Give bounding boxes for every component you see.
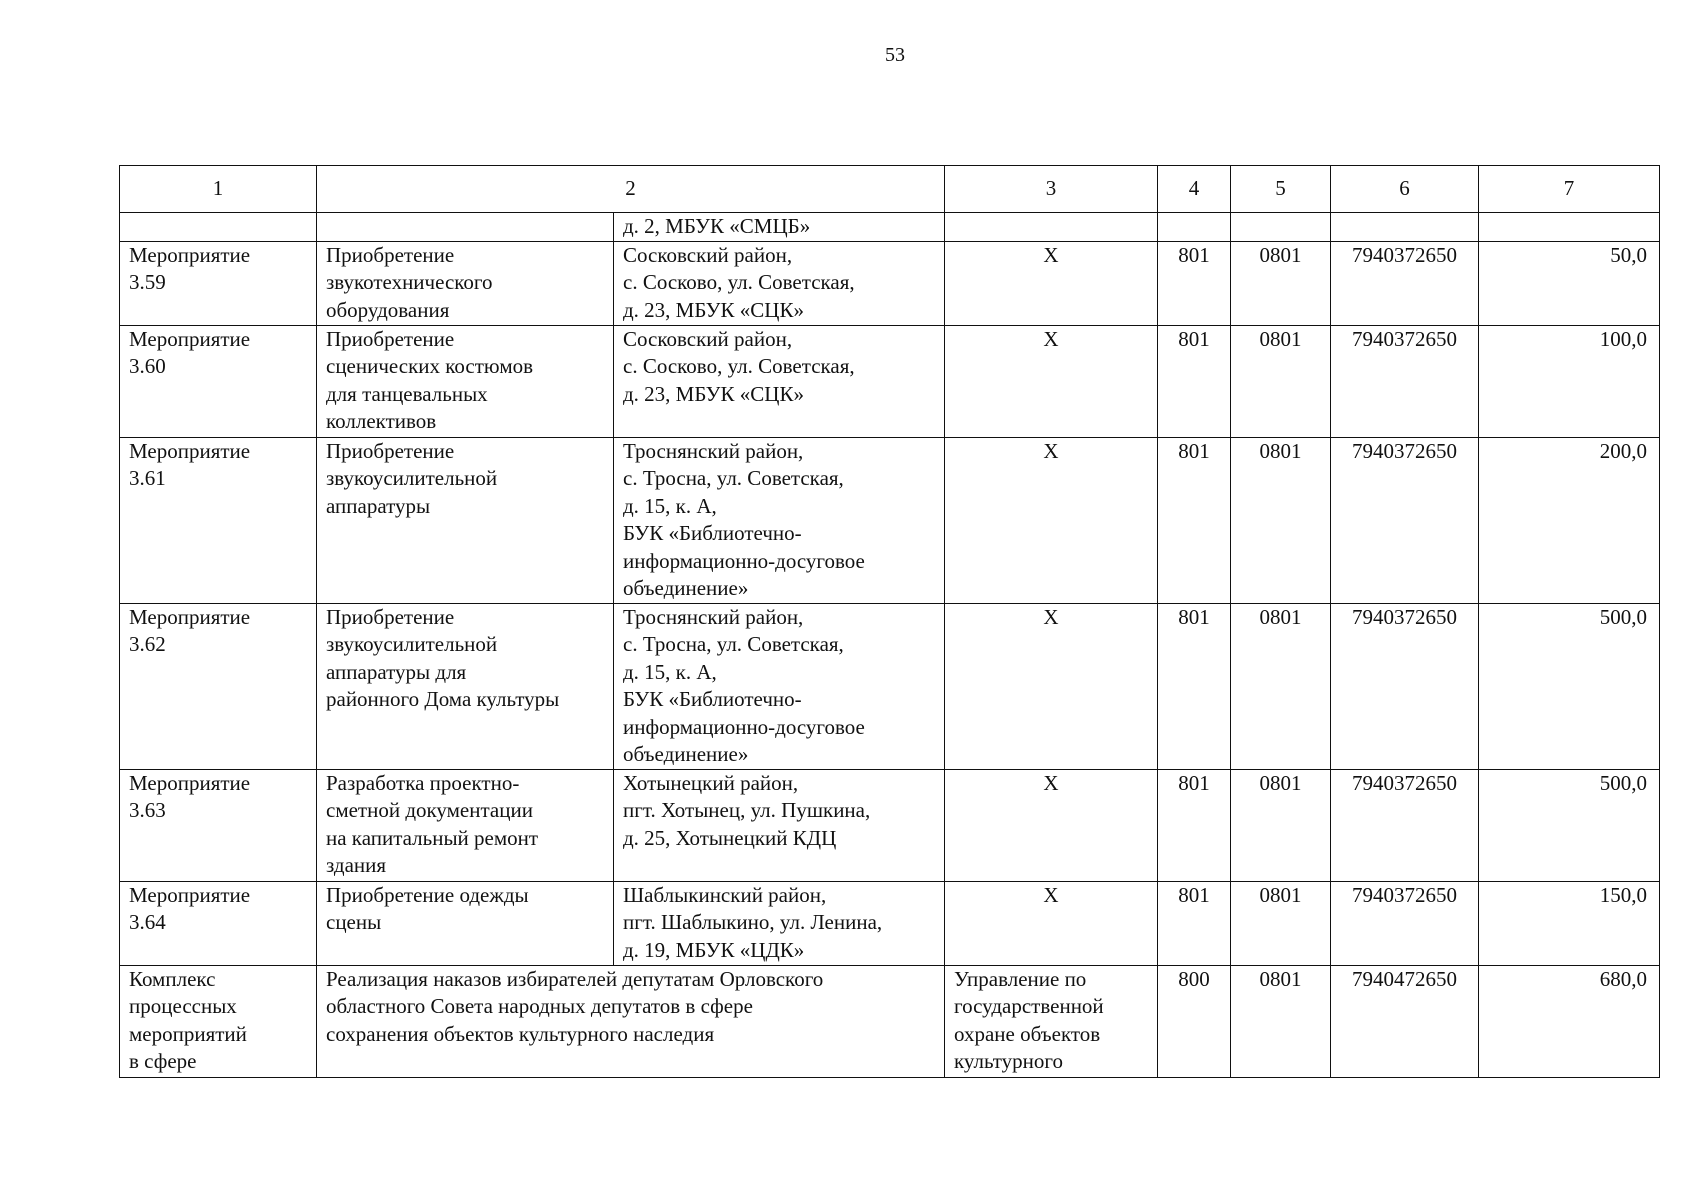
row-name: Мероприятие 3.61 [120,437,317,603]
budget-table [119,165,1660,1078]
row-col4: 801 [1158,881,1231,965]
row-col5: 0801 [1231,325,1331,437]
table-row [120,603,1660,769]
table-row [120,325,1660,437]
continuation-cell-7 [1479,213,1660,242]
complex-description: Реализация наказов избирателей депутатам Орловского областного Совета народных депутатов в сфере сохранения объектов культурного наследия [317,965,945,1077]
row-address: Троснянский район, с. Тросна, ул. Советская, д. 15, к. А, БУК «Библиотечно- информационно-досуговое объединение» [614,437,945,603]
table-row [120,241,1660,325]
row-col7: 150,0 [1479,881,1660,965]
row-col7: 50,0 [1479,241,1660,325]
table-row [120,437,1660,603]
table-row [120,769,1660,881]
row-col5: 0801 [1231,881,1331,965]
header-cell-7: 7 [1479,166,1660,213]
row-col7: 100,0 [1479,325,1660,437]
complex-col6: 7940472650 [1331,965,1479,1077]
row-name: Мероприятие 3.60 [120,325,317,437]
table-row [120,881,1660,965]
continuation-cell-3 [945,213,1158,242]
row-col3: Х [945,881,1158,965]
row-col5: 0801 [1231,769,1331,881]
row-col5: 0801 [1231,437,1331,603]
complex-col3: Управление по государственной охране объектов культурного [945,965,1158,1077]
row-col3: Х [945,769,1158,881]
row-name: Мероприятие 3.59 [120,241,317,325]
row-col4: 801 [1158,437,1231,603]
row-description: Приобретение звукоусилительной аппаратуры для районного Дома культуры [317,603,614,769]
row-col7: 500,0 [1479,769,1660,881]
header-cell-5: 5 [1231,166,1331,213]
complex-name: Комплекс процессных мероприятий в сфере [120,965,317,1077]
row-description: Разработка проектно- сметной документации на капитальный ремонт здания [317,769,614,881]
continuation-cell-2a [317,213,614,242]
row-col6: 7940372650 [1331,603,1479,769]
row-col4: 801 [1158,325,1231,437]
complex-row [120,965,1660,1077]
header-cell-2: 2 [317,166,945,213]
row-col5: 0801 [1231,603,1331,769]
row-col3: Х [945,603,1158,769]
header-cell-4: 4 [1158,166,1231,213]
complex-col5: 0801 [1231,965,1331,1077]
row-col6: 7940372650 [1331,769,1479,881]
row-col3: Х [945,325,1158,437]
row-col3: Х [945,241,1158,325]
row-col3: Х [945,437,1158,603]
row-address: Сосковский район, с. Сосково, ул. Советская, д. 23, МБУК «СЦК» [614,325,945,437]
page-number: 53 [885,44,905,66]
row-description: Приобретение сценических костюмов для танцевальных коллективов [317,325,614,437]
row-description: Приобретение звукотехнического оборудования [317,241,614,325]
continuation-row [120,213,1660,242]
row-col4: 801 [1158,603,1231,769]
row-col5: 0801 [1231,241,1331,325]
row-col7: 500,0 [1479,603,1660,769]
header-cell-6: 6 [1331,166,1479,213]
row-address: Троснянский район, с. Тросна, ул. Советская, д. 15, к. А, БУК «Библиотечно- информационно-досуговое объединение» [614,603,945,769]
row-address: Сосковский район, с. Сосково, ул. Советская, д. 23, МБУК «СЦК» [614,241,945,325]
row-col4: 801 [1158,241,1231,325]
continuation-cell-5 [1231,213,1331,242]
continuation-cell-6 [1331,213,1479,242]
header-cell-1: 1 [120,166,317,213]
complex-col4: 800 [1158,965,1231,1077]
continuation-cell-1 [120,213,317,242]
row-name: Мероприятие 3.62 [120,603,317,769]
row-description: Приобретение звукоусилительной аппаратуры [317,437,614,603]
row-address: Шаблыкинский район, пгт. Шаблыкино, ул. Ленина, д. 19, МБУК «ЦДК» [614,881,945,965]
row-col6: 7940372650 [1331,325,1479,437]
continuation-address: д. 2, МБУК «СМЦБ» [614,213,945,242]
row-col6: 7940372650 [1331,241,1479,325]
row-col6: 7940372650 [1331,437,1479,603]
row-col6: 7940372650 [1331,881,1479,965]
table-header-row [120,166,1660,213]
row-description: Приобретение одежды сцены [317,881,614,965]
row-name: Мероприятие 3.64 [120,881,317,965]
complex-col7: 680,0 [1479,965,1660,1077]
header-cell-3: 3 [945,166,1158,213]
row-col7: 200,0 [1479,437,1660,603]
continuation-cell-4 [1158,213,1231,242]
row-name: Мероприятие 3.63 [120,769,317,881]
row-col4: 801 [1158,769,1231,881]
row-address: Хотынецкий район, пгт. Хотынец, ул. Пушкина, д. 25, Хотынецкий КДЦ [614,769,945,881]
